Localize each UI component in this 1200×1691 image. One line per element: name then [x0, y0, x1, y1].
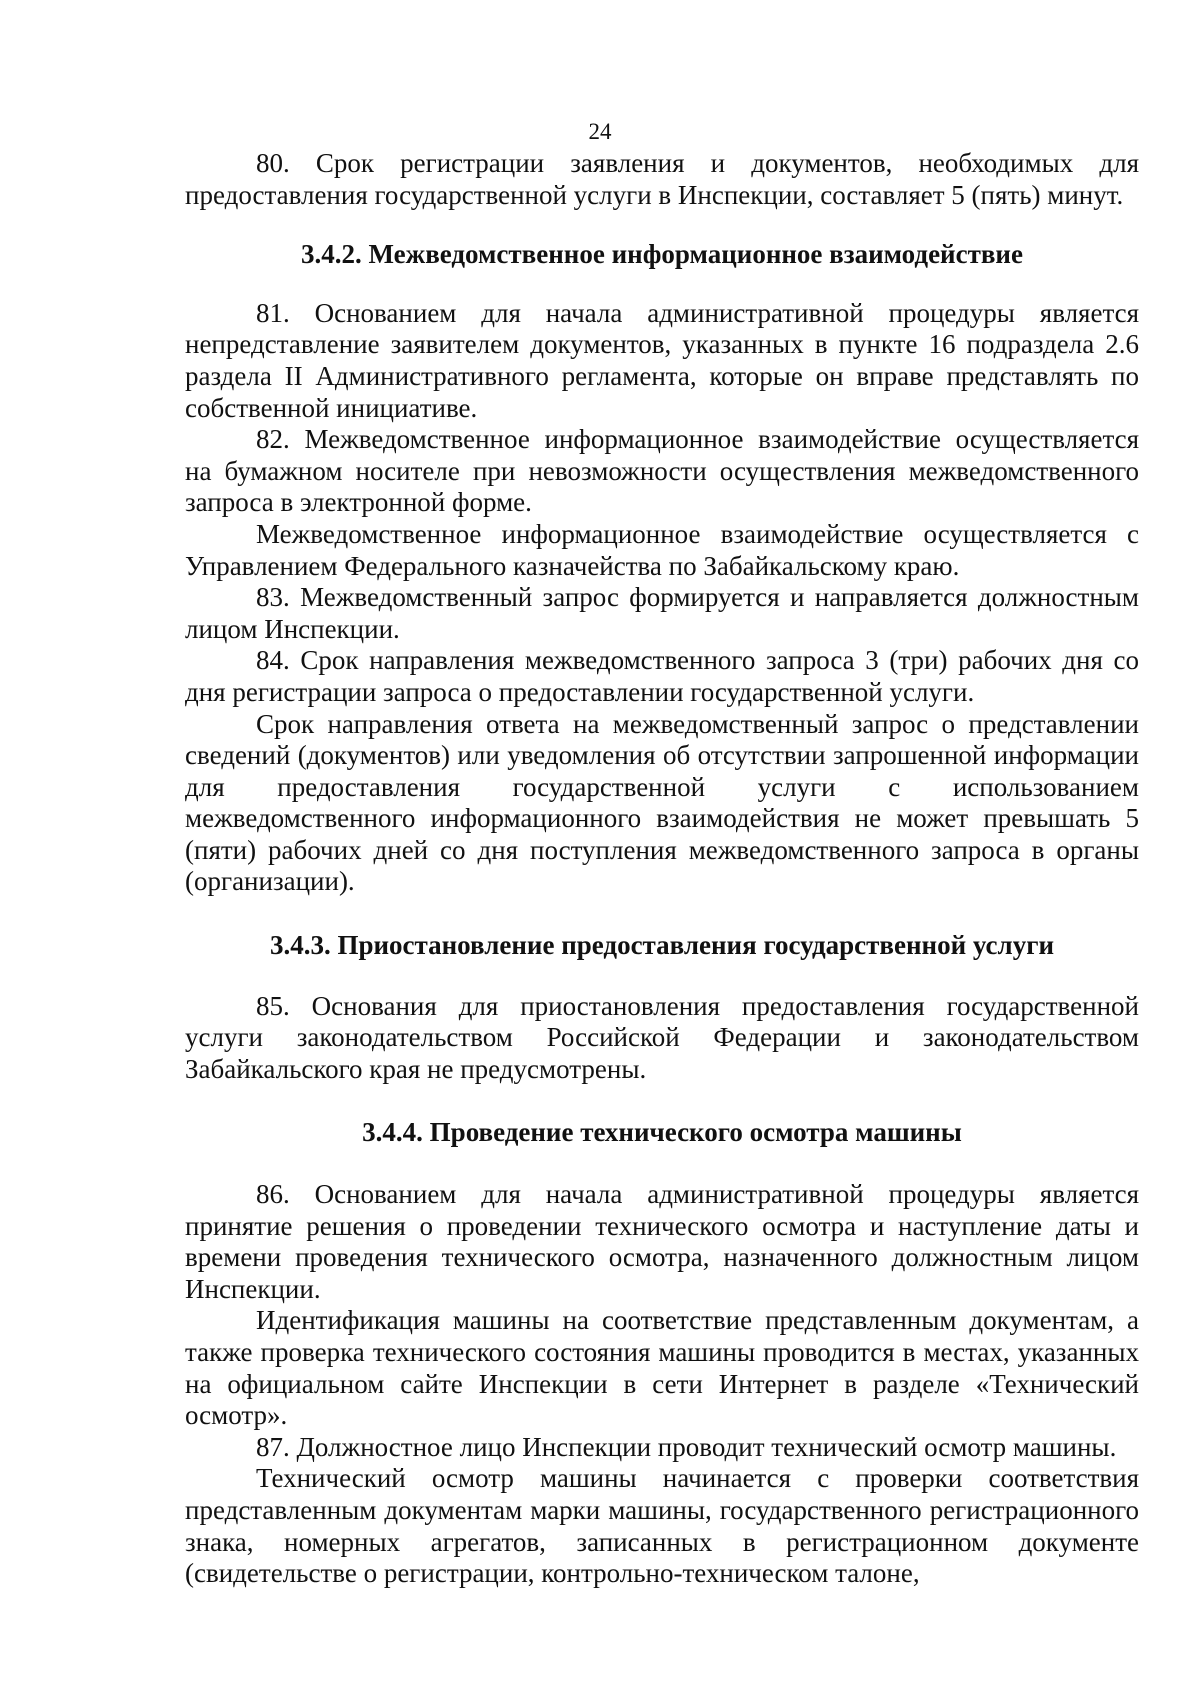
paragraph-82-continued: Межведомственное информационное взаимодействие осуществляется с Управлением Федерального казначейства по Забайкальскому краю. [185, 518, 1139, 581]
paragraph-84-continued: Срок направления ответа на межведомственный запрос о представлении сведений (документов) или уведомления об отсутствии запрошенной информации для предоставления государственной услуги с использованием межведомственного информационного взаимодействия не может превышать 5 (пяти) рабочих дней со дня поступления межведомственного запроса в органы (организации). [185, 708, 1139, 897]
paragraph-85: 85. Основания для приостановления предоставления государственной услуги законодательством Российской Федерации и законодательством Забайкальского края не предусмотрены. [185, 990, 1139, 1084]
section-heading-3-4-3: 3.4.3. Приостановление предоставления государственной услуги [269, 930, 1055, 961]
paragraph-84: 84. Срок направления межведомственного запроса 3 (три) рабочих дня со дня регистрации запроса о предоставлении государственной услуги. [185, 645, 1139, 707]
paragraph-86: 86. Основанием для начала административной процедуры является принятие решения о проведении технического осмотра и наступление даты и времени проведения технического осмотра, назначенного должностным лицом Инспекции. [185, 1179, 1139, 1304]
page-number: 24 [588, 119, 612, 144]
paragraph-86-continued: Идентификация машины на соответствие представленным документам, а также проверка технического состояния машины проводится в местах, указанных на официальном сайте Инспекции в сети Интернет в разделе «Технический осмотр». [185, 1305, 1139, 1431]
paragraph-81: 81. Основанием для начала административной процедуры является непредставление заявителем документов, указанных в пункте 16 подраздела 2.6 раздела II Административного регламента, которые он вправе представлять по собственной инициативе. [185, 297, 1139, 423]
paragraph-87: 87. Должностное лицо Инспекции проводит технический осмотр машины. [256, 1431, 1117, 1462]
section-heading-3-4-2: 3.4.2. Межведомственное информационное взаимодействие [301, 239, 1023, 270]
paragraph-80: 80. Срок регистрации заявления и документов, необходимых для предоставления государственной услуги в Инспекции, составляет 5 (пять) минут. [185, 148, 1139, 210]
paragraph-87-continued: Технический осмотр машины начинается с проверки соответствия представленным документам марки машины, государственного регистрационного знака, номерных агрегатов, записанных в регистрационном документе (свидетельстве о регистрации, контрольно-техническом талоне, [185, 1463, 1139, 1589]
paragraph-82: 82. Межведомственное информационное взаимодействие осуществляется на бумажном носителе при невозможности осуществления межведомственного запроса в электронной форме. [185, 424, 1139, 518]
section-heading-3-4-4: 3.4.4. Проведение технического осмотра машины [362, 1117, 962, 1148]
document-body [185, 148, 1139, 1590]
paragraph-83: 83. Межведомственный запрос формируется и направляется должностным лицом Инспекции. [185, 582, 1139, 644]
